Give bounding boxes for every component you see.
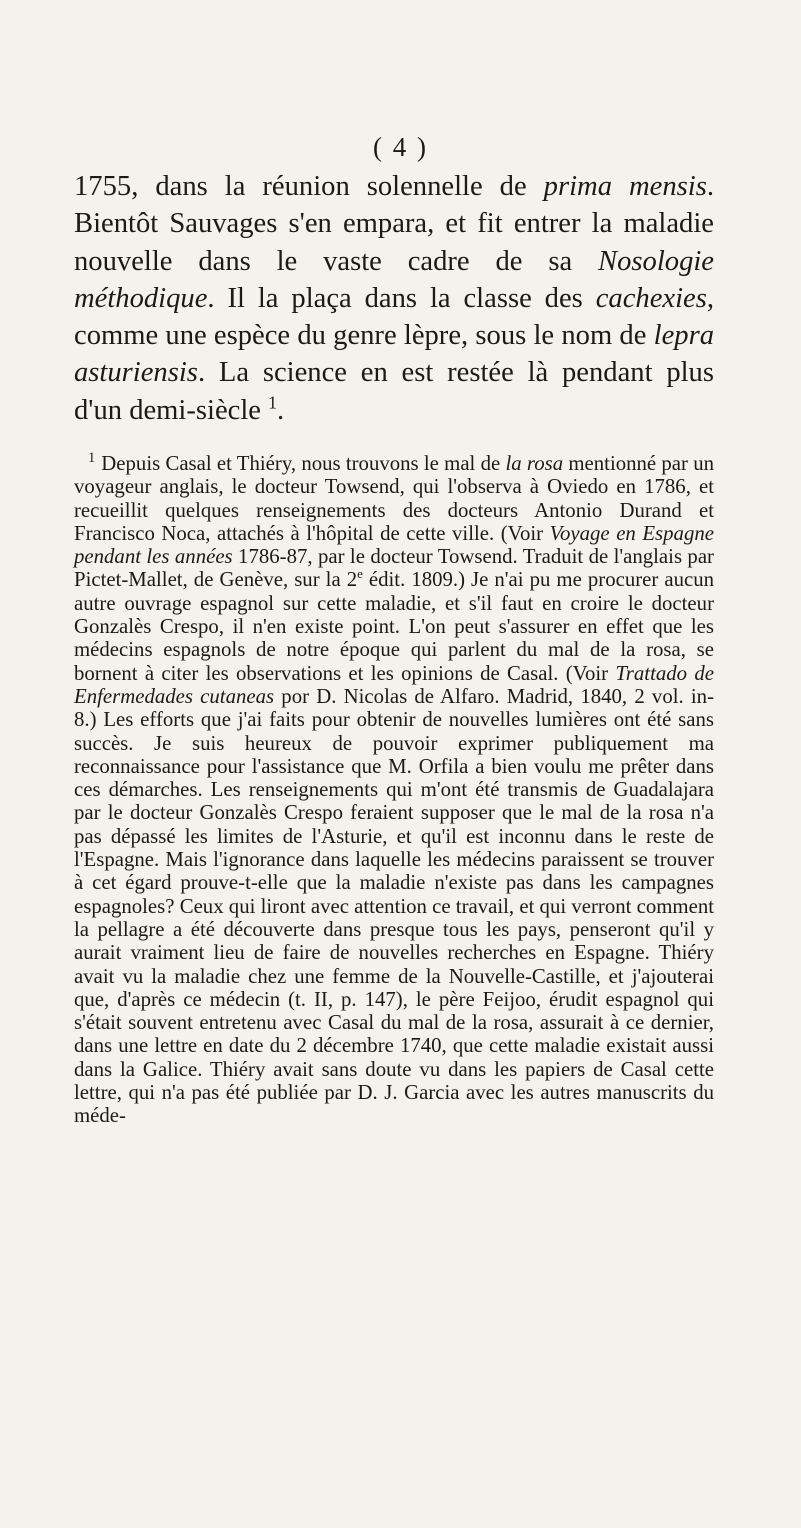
footnote-segment: 1786-87, par le docteur Towsend. Traduit de l'anglais par Pictet-Mallet, de Genève, sur la 2 [74, 545, 714, 592]
main-text-segment: , comme une espèce du genre lèpre, sous le nom de [74, 282, 714, 352]
footnote-text [74, 452, 714, 1128]
italic-term: cachexies [595, 282, 707, 314]
italic-disease-name: lepra asturiensis [74, 320, 714, 389]
footnote [74, 452, 714, 1128]
main-text-segment: . La science en est restée là pendant plus d'un demi-siècle [74, 357, 714, 426]
superscript: e [357, 567, 363, 582]
footnote-segment: édit. 1809.) Je n'ai pu me procurer aucun autre ouvrage espagnol sur cette maladie, et s'il faut en croire le docteur Gonzalès Crespo, il n'en existe point. L'on peut s'assurer en effet que les médecins espagnols de notre époque qui parlent du mal de la rosa, se bornent à citer les observations et les opinions de Casal. (Voir [74, 568, 715, 685]
italic-book-title: Voyage en Espagne pendant les années [74, 521, 714, 569]
italic-book-title: Trattado de Enfermedades cutaneas [74, 661, 714, 708]
main-text-segment: . Bientôt Sauvages s'en empara, et fit entrer la maladie nouvelle dans le vaste cadre de sa [74, 171, 714, 277]
main-text-segment: . [276, 394, 285, 426]
footnote-segment: mentionné par un voyageur anglais, le docteur Towsend, qui l'observa à Oviedo en 1786, et recueillit quelques renseignements des docteurs Antonio Durand et Francisco Noca, attachés à l'hôpital de cette ville. (Voir [74, 452, 714, 545]
page-number: ( 4 ) [373, 132, 428, 162]
main-text-segment: 1755, dans la réunion solennelle de [74, 171, 544, 202]
footnote-segment: Depuis Casal et Thiéry, nous trouvons le mal de [101, 452, 506, 475]
footnote-segment: por D. Nicolas de Alfaro. Madrid, 1840, 2 vol. in-8.) Les efforts que j'ai faits pour obtenir de nouvelles lumières ont été sans succès. Je suis heureux de pouvoir exprimer publiquement ma reconnaissance pour l'assistance que M. Orfila a bien voulu me prêter dans ces démarches. Les renseignements qui m'ont été transmis de Guadalajara par le docteur Gonzalès Crespo feraient supposer que le mal de la rosa n'a pas dépassé les limites de l'Asturie, et qu'il est inconnu dans le reste de l'Espagne. Mais l'ignorance dans laquelle les médecins paraissent se trouver à cet égard prouve-t-elle que la maladie n'existe pas dans les campagnes espagnoles? Ceux qui liront avec attention ce travail, et qui verront comment la pellagre a été découverte dans presque tous les pays, penseront qu'il y aurait vraiment lieu de faire de nouvelles recherches en Espagne. Thiéry avait vu la maladie chez une femme de la Nouvelle-Castille, et j'ajouterai que, d'après ce médecin (t. II, p. 147), le père Feijoo, érudit espagnol qui s'était souvent entretenu avec Casal du mal de la rosa, assurait à ce dernier, dans une lettre en date du 2 décembre 1740, que cette maladie existait aussi dans la Galice. Thiéry avait sans doute vu dans les papiers de Casal cette lettre, qui n'a pas été publiée par D. J. Garcia avec les autres manuscrits du méde- [74, 684, 714, 1128]
main-paragraph-text [74, 168, 714, 429]
footnote-reference: 1 [268, 392, 277, 413]
footnote-marker: 1 [88, 450, 96, 467]
italic-term: la rosa [505, 452, 564, 475]
main-text-segment: . Il la plaça dans la classe des [207, 282, 596, 314]
main-paragraph [74, 168, 714, 429]
italic-phrase: prima mensis [543, 171, 707, 202]
italic-book-title: Nosologie méthodique [74, 245, 714, 314]
